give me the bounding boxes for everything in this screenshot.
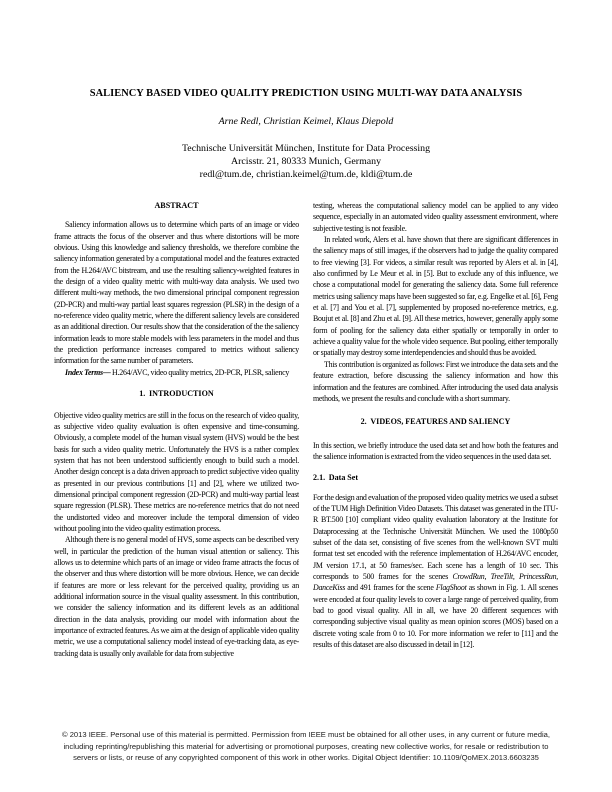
- dataset-paragraph: For the design and evaluation of the proposed video quality metrics we used a subset of the TUM High Definition Video Datasets. This dataset was generated in the ITU-R BT.500 [10] compliant video quality evaluation laboratory at the Institute for Dataprocessing at the Technische Universität München. We used the 1080p50 subset of the data set, consisting of five scenes from the well-known SVT multi format test set encoded with the reference implementation of H.264/AVC encoder, JM version 17.1, at 50 frames/sec. Each scene has a length of 10 sec. This corresponds to 500 frames for the scenes CrowdRun, TreeTilt, PrincessRun, DanceKiss and 491 frames for the scene FlagShoot as shown in Fig. 1. All scenes were encoded at four quality levels to cover a large range of perceived quality, from bad to good visual quality. All in all, we have 20 different sequences with corresponding subjective visual quality as mean opinion scores (MOS) based on a discrete voting scale from 0 to 10. For more information we refer to [11] and the results of this dataset are also discussed in detail in [12].: [313, 492, 558, 650]
- abstract-heading: ABSTRACT: [154, 201, 199, 210]
- affiliation-block: [0, 142, 612, 182]
- section-2-intro: In this section, we briefly introduce the used data set and how both the features and the salience information is extracted from the video sequences in the used data set.: [313, 440, 558, 461]
- affiliation-line-1: Technische Universität München, Institute for Data Processing: [181, 143, 431, 154]
- abstract-body: Saliency information allows us to determine which parts of an image or video frame attracts the focus of the observer and thus where distortions will be more obvious. Using this knowledge and saliency thresholds, we therefore combine the saliency information generated by a computational model and the features extracted from the H.264/AVC bitstream, and use the resulting saliency-weighted features in the design of a video quality metric with multi-way data analysis. We used two different multi-way methods, the two dimensional principal component regression (2D-PCR) and multi-way partial least squares regression (PLSR) in the design of a no-reference video quality metric, where the different saliency levels are considered as an additional direction. Our results show that the consideration of the the saliency information leads to more stable models with less parameters in the model and thus the prediction performance increases compared to metrics without saliency information for the same number of parameters.: [54, 220, 299, 366]
- intro-paragraph-2-continued: testing, whereas the computational saliency model can be applied to any video sequence, especially in an automated video quality assessment environment, where subjective testing is not feasible.: [313, 201, 558, 233]
- footer-line-2: including reprinting/republishing this material for advertising or promotional purposes, creating new collective works, for resale or redistribution to: [63, 741, 549, 751]
- affiliation-line-2: Arcisstr. 21, 80333 Munich, Germany: [230, 156, 382, 168]
- paper-title: SALIENCY BASED VIDEO QUALITY PREDICTION USING MULTI-WAY DATA ANALYSIS: [89, 88, 523, 99]
- subsection-2-1-heading: 2.1. Data Set: [313, 473, 359, 483]
- index-terms-label: Index Terms—: [65, 367, 111, 377]
- organization-paragraph: This contribution is organized as follows: First we introduce the data sets and the feature extraction, before discussing the saliency information and how this information and the features are combined. After introducing the used data analysis methods, we present the results and conclude with a short summary.: [313, 359, 558, 403]
- authors-line: Arne Redl, Christian Keimel, Klaus Diepold: [218, 116, 394, 127]
- intro-paragraph-1: Objective video quality metrics are still in the focus on the research of video quality, as subjective video quality evaluation is often expensive and time-consuming. Obviously, a complete model of the human visual system (HVS) would be the best basis for such a video quality metric. Unfortunately the HVS is a rather complex system that has not been understood sufficiently enough to build such a model. Another design concept is a data driven approach to predict subjective video quality as presented in our previous contributions [1] and [2], where we utilized two-dimensional principal component regression (2D-PCR) and multi-way partial least square regression (PLSR). These metrics are no-reference metrics that do not need the undistorted video and moreover include the temporal dimension of video without pooling into the video quality estimation process.: [54, 410, 299, 533]
- index-terms: [54, 367, 299, 378]
- section-2-heading: 2. VIDEOS, FEATURES AND SALIENCY: [360, 417, 511, 427]
- footer-line-3: servers or lists, or reuse of any copyrighted component of this work in other works. Digital Object Identifier: 10.1109/QoMEX.2013.6603235: [73, 753, 539, 763]
- left-column: [54, 200, 299, 726]
- introduction-heading: 1. INTRODUCTION: [139, 389, 214, 399]
- intro-paragraph-2: Although there is no general model of HVS, some aspects can be described very well, in particular the prediction of the human visual attention or saliency. This allows us to determine which parts of an image or video frame attracts the focus of the observer and thus where distortion will be more obvious. Hence, we can decide if features are more or less relevant for the perceived quality, providing us an additional information source in the visual quality assessment. In this contribution, we consider the saliency information and its different levels as an additional direction in the data analysis, providing our model with information about the importance of extracted features. As we aim at the design of applicable video quality metric, we use a computational saliency model instead of eye-tracking data, as eye-tracking data is usually only available for data from subjective: [54, 535, 299, 658]
- affiliation-line-3: redl@tum.de, christian.keimel@tum.de, kldi@tum.de: [199, 169, 413, 181]
- index-terms-text: H.264/AVC, video quality metrics, 2D-PCR, PLSR, saliency: [110, 367, 290, 377]
- paper-header: [0, 88, 612, 182]
- footer-line-1: © 2013 IEEE. Personal use of this material is permitted. Permission from IEEE must be obtained for all other uses, in any current or future media,: [61, 729, 551, 739]
- related-work-paragraph: In related work, Alers et al. have shown that there are significant differences in the saliency maps of still images, if the observers had to judge the quality compared to free viewing [3]. For videos, a similar result was reported by Alers et al. in [4], also confirmed by Le Meur et al. in [5]. But to exclude any of this influence, we chose a computational model for generating the saliency data. Some full reference metrics using saliency maps have been suggested so far, e.g. Engelke et al. [6], Feng et al. [7] and You et al. [7], supplemented by proposed no-reference metrics, e.g. Boujut et al. [8] and Zhu et al. [9]. All these metrics, however, generally apply some form of pooling for the saliency data either spatially or temporally in order to achieve a quality value for the whole video sequence. But pooling, either temporally or spatially may destroy some interdependencies and should thus be avoided.: [313, 235, 558, 358]
- copyright-footer: [0, 729, 612, 764]
- right-column: [313, 200, 558, 726]
